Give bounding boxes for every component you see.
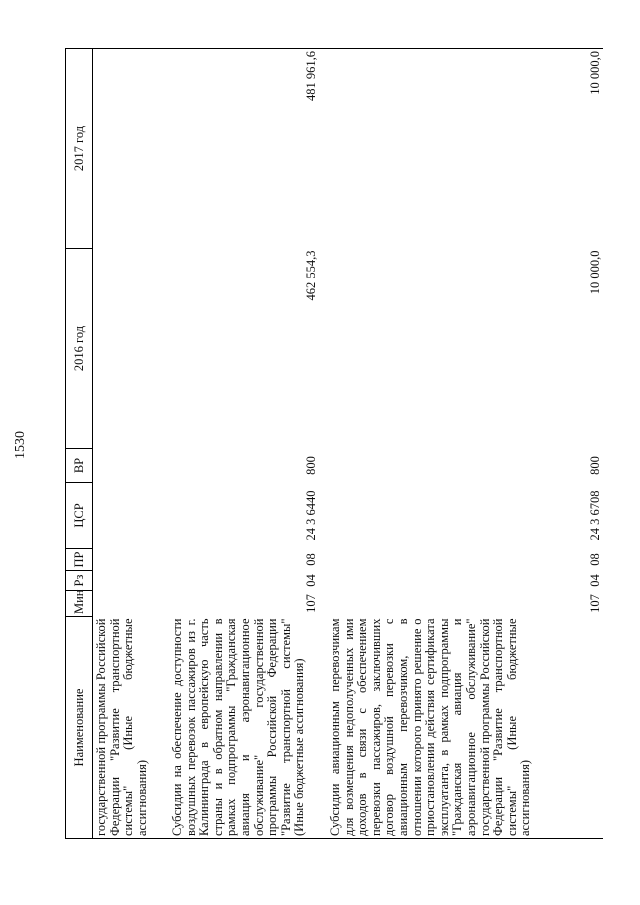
- page-number: 1530: [13, 431, 28, 459]
- row-2016: 10 000,0: [588, 250, 602, 295]
- col-header-min: Мин: [66, 591, 93, 617]
- row-name: Субсидии авиационным перевозчикам для возмещения недополученных ими доходов в связи с обеспечением перевозки пассажиров, заключивших договор воздушной перевозки с авиационным перевозчиком, в отношении которого принято решение о приостановлении действия сертификата эксплуатанта, в рамках подпрограммы "Гражданская авиация и аэронавигационное обслуживание" государственной программы Российской Федерации "Развитие транспортной системы" (Иные бюджетные ассигнования): [319, 617, 603, 839]
- row-pr: [93, 549, 162, 571]
- row-csr: 24 3 6708: [588, 490, 602, 541]
- table-row: [93, 49, 162, 839]
- row-2016: [93, 249, 162, 449]
- row-min: 107: [588, 594, 602, 613]
- row-vr: 800: [304, 456, 318, 475]
- row-min: 107: [304, 594, 318, 613]
- header-row: [66, 49, 93, 839]
- row-name: Субсидии на обеспечение доступности воздушных перевозок пассажиров из г. Калининграда в европейскую часть страны и в обратном направлении в рамках подпрограммы "Гражданская авиация и аэронавигационное обслуживание" государственной программы Российской Федерации "Развитие транспортной системы" (Иные бюджетные ассигнования): [161, 617, 319, 839]
- row-vr: [93, 449, 162, 483]
- row-pr: 08: [588, 553, 602, 566]
- col-header-2016: 2016 год: [66, 249, 93, 449]
- row-vr: 800: [588, 456, 602, 475]
- row-2017: 481 961,6: [161, 49, 319, 249]
- table-row: [161, 49, 319, 839]
- col-header-name: Наименование: [66, 617, 93, 839]
- row-rz: 04: [588, 574, 602, 587]
- rotated-page-content: [13, 49, 602, 839]
- table-row: [319, 49, 603, 839]
- col-header-csr: ЦСР: [66, 483, 93, 549]
- row-2017: 10 000,0: [319, 49, 603, 249]
- row-rz: 04: [304, 574, 318, 587]
- row-2017: [93, 49, 162, 249]
- row-rz: [93, 571, 162, 591]
- row-name: государственной программы Российской Федерации "Развитие транспортной системы" (Иные бюджетные ассигнования): [93, 617, 162, 839]
- row-2016: 462 554,3: [304, 250, 318, 301]
- col-header-pr: ПР: [66, 549, 93, 571]
- col-header-rz: Рз: [66, 571, 93, 591]
- row-csr: [93, 483, 162, 549]
- row-csr: 24 3 6440: [304, 490, 318, 541]
- budget-table: [65, 48, 603, 839]
- col-header-2017: 2017 год: [66, 49, 93, 249]
- col-header-vr: ВР: [66, 449, 93, 483]
- row-min: [93, 591, 162, 617]
- row-pr: 08: [304, 553, 318, 566]
